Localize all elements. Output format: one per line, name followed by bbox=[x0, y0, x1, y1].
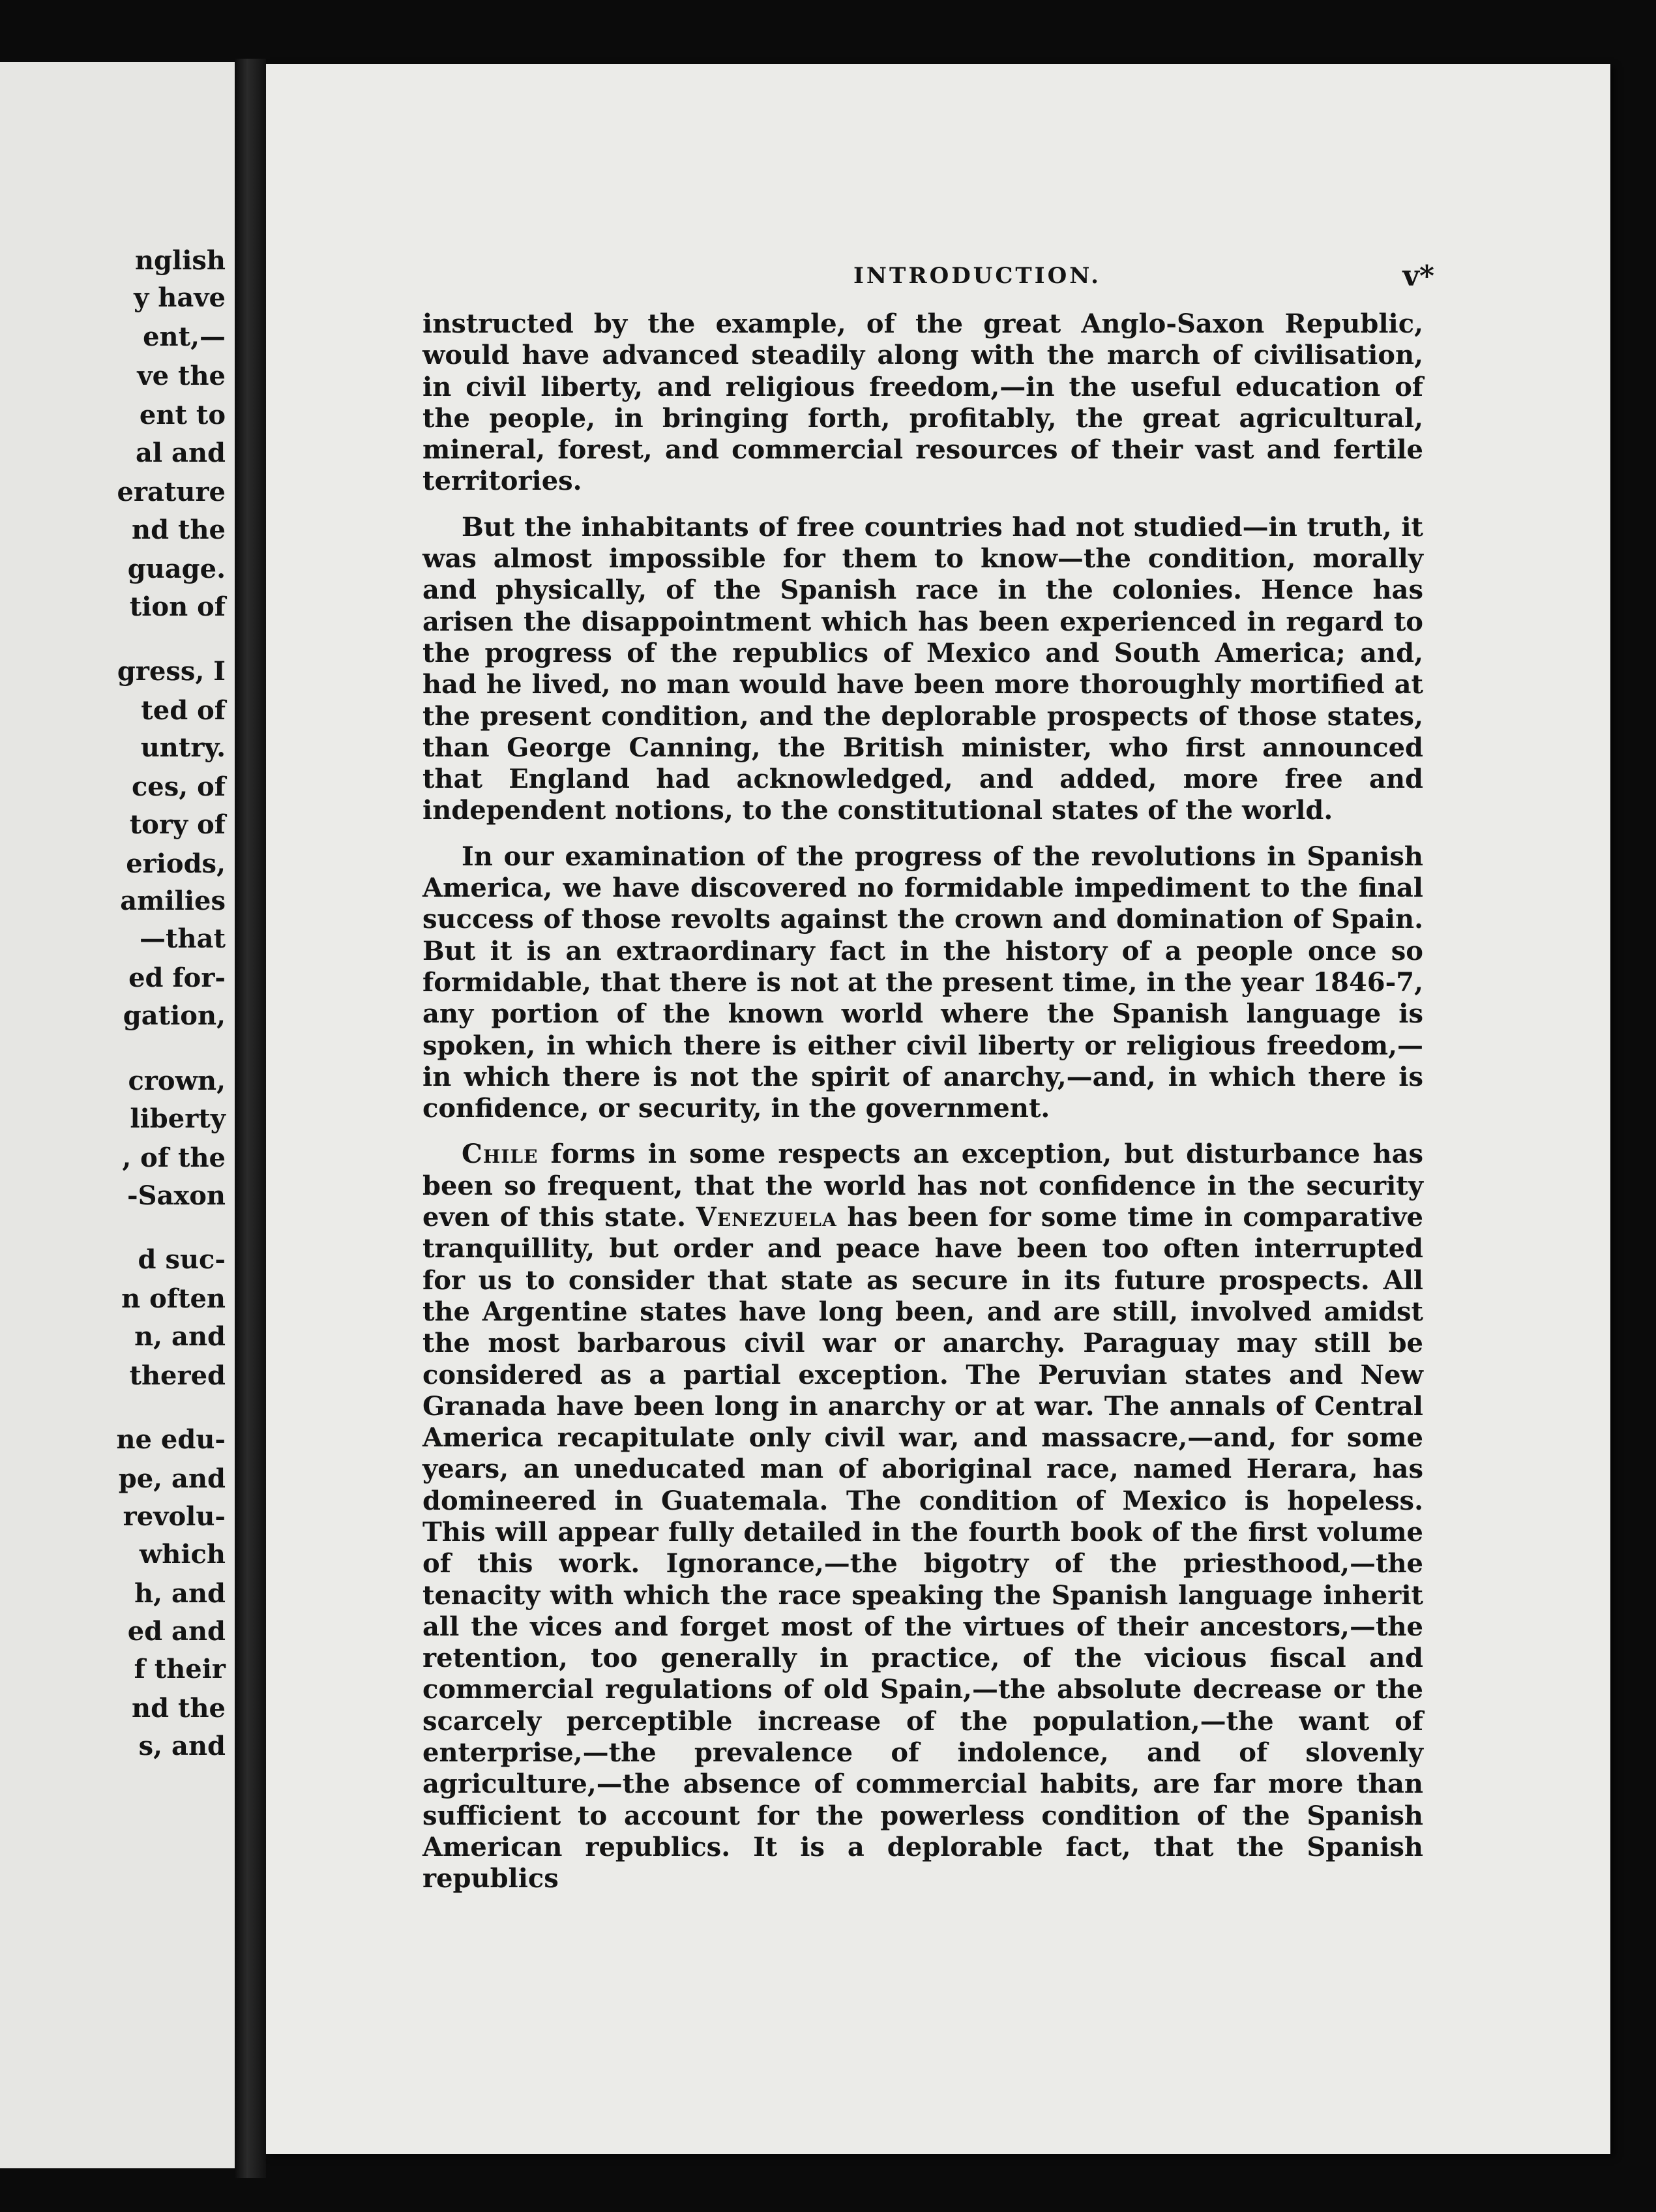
left-page-line: thered bbox=[129, 1360, 226, 1391]
running-head: INTRODUCTION. bbox=[853, 263, 1101, 289]
left-page-line: nd the bbox=[132, 1693, 226, 1724]
left-page-line: nd the bbox=[132, 515, 226, 545]
left-page-line: ed for- bbox=[128, 963, 226, 993]
left-page-line: ne edu- bbox=[116, 1424, 226, 1455]
left-page-line: s, and bbox=[138, 1731, 226, 1761]
left-page-line: ted of bbox=[141, 695, 226, 726]
left-page-line: n, and bbox=[134, 1321, 226, 1352]
venezuela-term: Venezuela bbox=[696, 1202, 837, 1233]
left-page-line: which bbox=[139, 1539, 226, 1570]
book-gutter bbox=[235, 59, 266, 2178]
left-page-line: pe, and bbox=[118, 1463, 226, 1494]
left-page-line: ed and bbox=[127, 1616, 226, 1647]
paragraph-2: But the inhabitants of free countries had not studied—in truth, it was almost impossible for them to know—the condition, morally and physically, of the Spanish race in the colonies. Hence has arisen the disappointment which has been experienced in regard to the progress of the republics of Mexico and South America; and, had he lived, no man would have been more thoroughly mortified at the present condition, and the deplorable prospects of those states, than George Canning, the British minister, who first announced that England had acknowledged, and added, more free and independent notions, to the constitutional states of the world. bbox=[422, 511, 1423, 826]
left-page-line: ent,— bbox=[143, 321, 226, 352]
left-page-line: tory of bbox=[129, 809, 226, 840]
left-page-line: ent to bbox=[139, 400, 226, 430]
left-page-line: —that bbox=[140, 923, 226, 954]
left-page-line: guage. bbox=[127, 554, 226, 584]
left-page-line: al and bbox=[135, 438, 226, 468]
left-page-line: -Saxon bbox=[126, 1180, 226, 1211]
paragraph-4-part-2: has been for some time in comparative tranquillity, but order and peace have been too often interrupted for us to consider that state as secure in its future prospects. All the Argentine states have long been, and are still, involved amidst the most barbarous civil war or anarchy. Paraguay may still be considered as a partial exception. The Peruvian states and New Granada have been long in anarchy or at war. The annals of Central America recapitulate only civil war, and massacre,—and, for some years, an uneducated man of aboriginal race, named Herara, has domineered in Guatemala. The condition of Mexico is hopeless. This will appear fully detailed in the fourth book of the first volume of this work. Ignorance,—the bigotry of the priesthood,—the tenacity with which the race speaking the Spanish language inherit all the vices and forget most of the virtues of their ancestors,—the retention, too generally in practice, of the vicious fiscal and commercial regulations of old Spain,—the absolute decrease or the scarcely perceptible increase of the population,—the want of enterprise,—the prevalence of indolence, and of slovenly agriculture,—the absence of commercial habits, are far more than sufficient to account for the powerless condition of the Spanish American republics. It is a deplorable fact, that the Spanish republics bbox=[422, 1202, 1423, 1894]
left-page-line: ve the bbox=[137, 361, 226, 391]
paragraph-1: instructed by the example, of the great Anglo-Saxon Republic, would have advanced steadily along with the march of civilisation, in civil liberty, and religious freedom,—in the useful education of the people, in bringing forth, profitably, the great agricultural, mineral, forest, and commercial resources of their vast and fertile territories. bbox=[422, 308, 1423, 497]
left-page-line: y have bbox=[134, 282, 226, 313]
left-page-fragment bbox=[0, 62, 235, 2168]
left-page-line: eriods, bbox=[126, 848, 226, 879]
right-page bbox=[266, 64, 1610, 2154]
left-page-line: gation, bbox=[123, 1000, 226, 1031]
left-page-line: revolu- bbox=[123, 1501, 226, 1532]
left-page-line: h, and bbox=[134, 1578, 226, 1609]
left-page-line: ces, of bbox=[131, 771, 226, 802]
page-number: v* bbox=[1402, 260, 1434, 293]
left-page-line: , of the bbox=[122, 1143, 226, 1173]
body-text bbox=[422, 308, 1423, 1895]
left-page-line: tion of bbox=[129, 591, 226, 622]
left-page-line: d suc- bbox=[138, 1244, 226, 1275]
left-page-line: nglish bbox=[134, 245, 226, 276]
left-page-line: crown, bbox=[128, 1066, 226, 1096]
left-page-line: liberty bbox=[130, 1103, 226, 1134]
left-page-line: gress, I bbox=[117, 656, 226, 687]
left-page-line: f their bbox=[134, 1654, 226, 1684]
paragraph-4 bbox=[422, 1139, 1423, 1894]
paragraph-3: In our examination of the progress of the revolutions in Spanish America, we have discovered no formidable impediment to the final success of those revolts against the crown and domination of Spain. But it is an extraordinary fact in the history of a people once so formidable, that there is not at the present time, in the year 1846-7, any portion of the known world where the Spanish language is spoken, in which there is either civil liberty or religious freedom,—in which there is not the spirit of anarchy,—and, in which there is confidence, or security, in the government. bbox=[422, 841, 1423, 1124]
chile-term: Chile bbox=[462, 1139, 539, 1170]
left-page-line: amilies bbox=[120, 886, 226, 916]
left-page-line: untry. bbox=[140, 732, 226, 763]
paragraph-4-part-1: forms in some respects an exception, but disturbance has been so frequent, that the world has not confidence in the security even of this state. bbox=[422, 1139, 1423, 1233]
left-page-line: erature bbox=[117, 477, 226, 507]
left-page-line: n often bbox=[121, 1283, 226, 1314]
